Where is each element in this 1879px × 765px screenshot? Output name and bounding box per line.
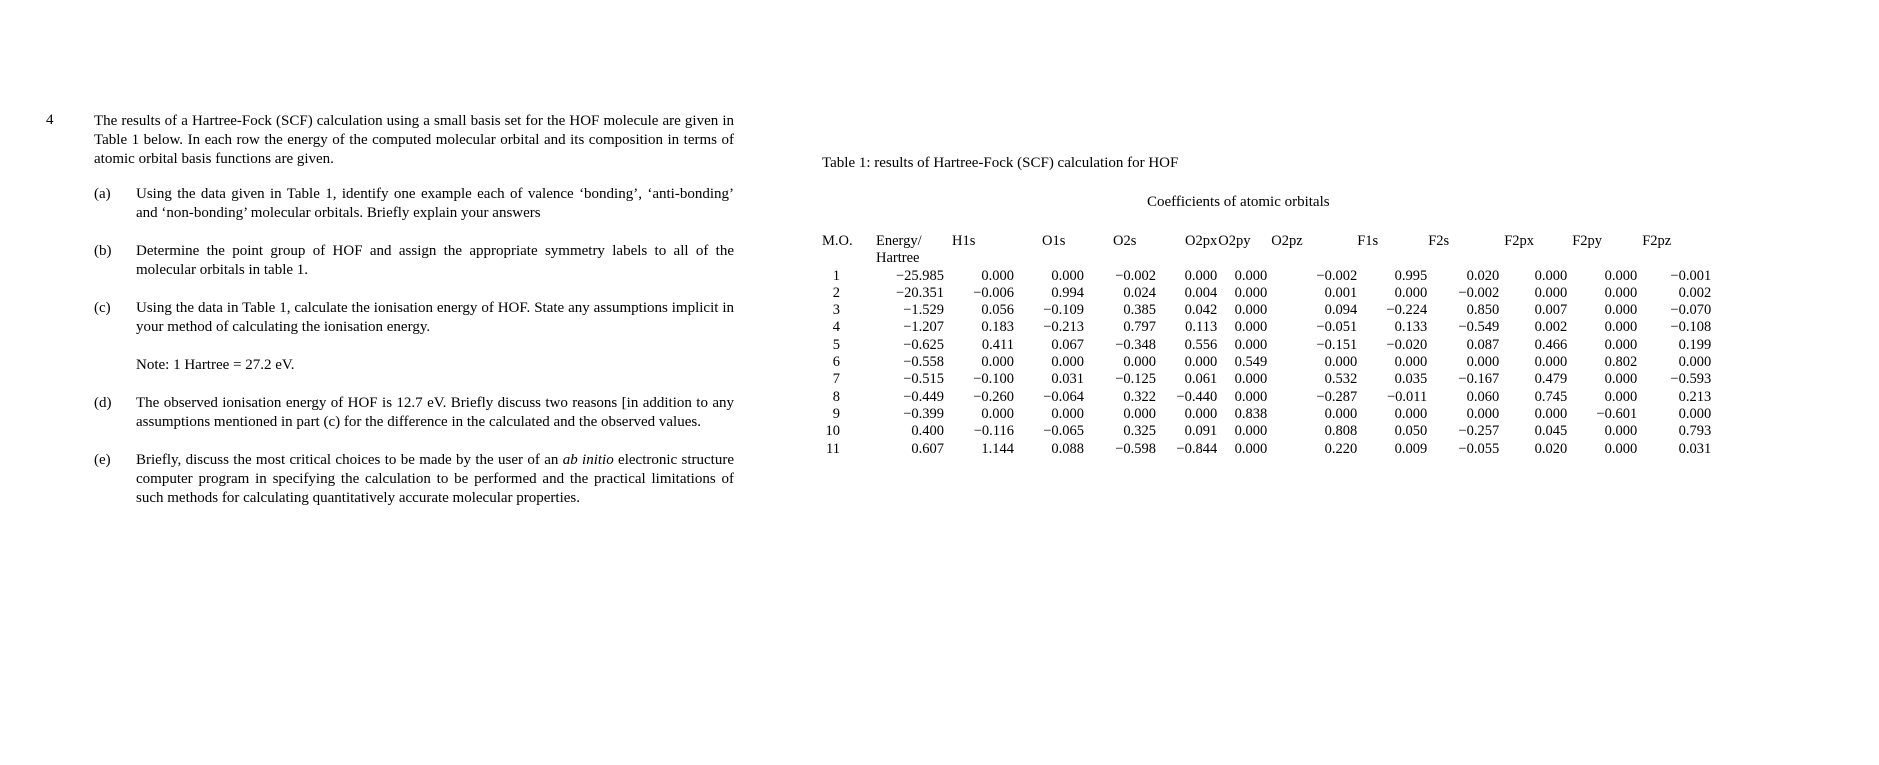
part-label: (d) [94, 395, 112, 411]
cell-f2s: 0.000 [1466, 354, 1500, 371]
cell-o2pz: −0.002 [1316, 267, 1358, 284]
part-e [94, 451, 734, 508]
cell-o2px: −0.844 [1176, 440, 1218, 457]
table-row [822, 354, 1711, 371]
cell-f2px: 0.045 [1534, 423, 1568, 440]
part-text: Determine the point group of HOF and assign the appropriate symmetry labels to all of the molecular orbitals in table 1. [136, 243, 734, 278]
cell-o2py: 0.000 [1234, 319, 1268, 336]
cell-energy: −0.625 [903, 336, 944, 353]
cell-f2s: −0.549 [1458, 319, 1500, 336]
cell-mo: 4 [832, 319, 840, 336]
cell-o2px: 0.113 [1185, 319, 1218, 336]
cell-o2pz: −0.287 [1316, 388, 1358, 405]
cell-f2py: 0.000 [1604, 388, 1638, 405]
cell-mo: 1 [832, 267, 840, 284]
cell-mo: 2 [832, 284, 840, 301]
cell-energy: 0.607 [911, 440, 944, 457]
cell-energy: −0.515 [903, 371, 944, 388]
cell-o2s: −0.125 [1115, 371, 1156, 388]
part-label: (c) [94, 300, 111, 316]
cell-f2py: −0.601 [1596, 405, 1638, 422]
cell-mo: 7 [832, 371, 840, 388]
part-text [136, 451, 734, 508]
cell-o1s: −0.109 [1043, 302, 1084, 319]
part-label: (e) [94, 452, 111, 468]
cell-f1s: 0.995 [1394, 267, 1428, 284]
cell-o2px: −0.440 [1176, 388, 1218, 405]
header-energy [862, 233, 944, 268]
cell-o2pz: 0.000 [1324, 405, 1358, 422]
cell-energy: 0.400 [911, 423, 944, 440]
cell-h1s: 1.144 [981, 440, 1014, 457]
cell-h1s: −0.116 [973, 423, 1014, 440]
part-label: (b) [94, 243, 112, 259]
cell-o1s: 0.000 [1051, 405, 1084, 422]
cell-f2s: 0.060 [1466, 388, 1500, 405]
cell-o2py: 0.000 [1234, 388, 1268, 405]
cell-o1s: 0.000 [1051, 267, 1084, 284]
cell-f2s: −0.257 [1458, 423, 1500, 440]
header-o2px: O2px [1185, 233, 1218, 249]
part-text: Using the data in Table 1, calculate the ionisation energy of HOF. State any assumptions implicit in your method of calculating the ionisation energy. [136, 300, 734, 335]
cell-o2pz: −0.051 [1316, 319, 1358, 336]
cell-mo: 5 [832, 336, 840, 353]
cell-mo: 11 [826, 440, 840, 457]
part-label: (a) [94, 186, 111, 202]
cell-f2py: 0.000 [1604, 319, 1638, 336]
cell-o2pz: 0.532 [1324, 371, 1358, 388]
cell-f2s: 0.020 [1466, 267, 1500, 284]
cell-o2py: 0.000 [1234, 371, 1268, 388]
part-c [94, 299, 734, 337]
cell-o1s: −0.213 [1043, 319, 1084, 336]
cell-o2s: 0.000 [1123, 405, 1156, 422]
table-row [822, 406, 1711, 423]
cell-o2py: 0.838 [1234, 405, 1268, 422]
cell-h1s: −0.260 [973, 388, 1014, 405]
cell-o2px: 0.004 [1184, 284, 1218, 301]
cell-f2s: −0.167 [1458, 371, 1500, 388]
cell-f2s: 0.000 [1466, 405, 1500, 422]
table-body [822, 268, 1711, 458]
cell-f1s: 0.000 [1394, 354, 1428, 371]
cell-o2pz: 0.808 [1324, 423, 1358, 440]
cell-f2pz: 0.031 [1678, 440, 1712, 457]
cell-f2py: 0.000 [1604, 336, 1638, 353]
header-o1s: O1s [1042, 233, 1066, 249]
cell-f2py: 0.000 [1604, 423, 1638, 440]
cell-o2s: 0.325 [1123, 423, 1156, 440]
cell-f1s: 0.133 [1394, 319, 1428, 336]
cell-mo: 6 [832, 354, 840, 371]
cell-mo: 10 [825, 423, 840, 440]
cell-f2py: 0.000 [1604, 302, 1638, 319]
table-row [822, 302, 1711, 319]
cell-o2py: 0.549 [1234, 354, 1268, 371]
cell-f2px: 0.007 [1534, 302, 1568, 319]
cell-h1s: −0.006 [973, 284, 1014, 301]
part-b [94, 242, 734, 280]
header-o2pz: O2pz [1271, 233, 1303, 249]
cell-o1s: 0.994 [1051, 284, 1084, 301]
cell-f2pz: 0.000 [1678, 405, 1712, 422]
cell-o2py: 0.000 [1234, 423, 1268, 440]
cell-f2pz: −0.108 [1670, 319, 1712, 336]
cell-energy: −25.985 [895, 267, 944, 284]
cell-energy: −1.529 [903, 302, 944, 319]
cell-f2py: 0.802 [1604, 354, 1638, 371]
cell-f2px: 0.000 [1534, 267, 1568, 284]
cell-f2py: 0.000 [1604, 371, 1638, 388]
cell-o1s: 0.067 [1051, 336, 1084, 353]
cell-f2px: 0.002 [1534, 319, 1568, 336]
cell-o2px: 0.042 [1184, 302, 1218, 319]
cell-f1s: 0.035 [1394, 371, 1428, 388]
cell-o2s: −0.348 [1115, 336, 1156, 353]
table-row [822, 285, 1711, 302]
part-d [94, 394, 734, 432]
cell-f2pz: 0.000 [1678, 354, 1712, 371]
cell-f1s: 0.000 [1394, 405, 1428, 422]
cell-o1s: 0.031 [1051, 371, 1084, 388]
table-title: Table 1: results of Hartree-Fock (SCF) calculation for HOF [822, 155, 1179, 171]
cell-h1s: −0.100 [973, 371, 1014, 388]
cell-o1s: 0.088 [1051, 440, 1084, 457]
table-row [822, 268, 1711, 285]
cell-o2s: 0.024 [1123, 284, 1156, 301]
header-f2pz: F2pz [1642, 233, 1672, 249]
table-row [822, 319, 1711, 336]
cell-f2pz: 0.002 [1678, 284, 1712, 301]
question-body [94, 112, 734, 527]
cell-f2py: 0.000 [1604, 284, 1638, 301]
table-row [822, 423, 1711, 440]
part-a [94, 185, 734, 223]
cell-energy: −0.399 [903, 405, 944, 422]
cell-h1s: 0.056 [981, 302, 1014, 319]
cell-o2pz: −0.151 [1316, 336, 1358, 353]
header-mo: M.O. [822, 233, 853, 249]
cell-f2px: 0.000 [1534, 405, 1568, 422]
cell-f2s: −0.055 [1458, 440, 1500, 457]
part-text: The observed ionisation energy of HOF is 12.7 eV. Briefly discuss two reasons [in addition to any assumptions mentioned in part (c) for the difference in the calculated and the observed values. [136, 395, 734, 430]
cell-h1s: 0.000 [981, 267, 1014, 284]
note: Note: 1 Hartree = 27.2 eV. [136, 357, 295, 373]
cell-mo: 8 [832, 388, 840, 405]
header-f1s: F1s [1357, 233, 1379, 249]
cell-f1s: −0.020 [1386, 336, 1428, 353]
cell-f2px: 0.466 [1534, 336, 1568, 353]
header-f2py: F2py [1572, 233, 1603, 249]
table-row [822, 371, 1711, 388]
cell-f1s: −0.224 [1386, 302, 1428, 319]
cell-o2px: 0.000 [1184, 405, 1218, 422]
cell-o2py: 0.000 [1234, 336, 1268, 353]
cell-o2pz: 0.001 [1324, 284, 1358, 301]
cell-energy: −20.351 [895, 284, 944, 301]
header-o2py: O2py [1218, 233, 1251, 249]
cell-f2px: 0.479 [1534, 371, 1568, 388]
cell-f2pz: −0.001 [1670, 267, 1712, 284]
part-text-italic: ab initio [562, 452, 614, 468]
cell-energy: −0.449 [903, 388, 944, 405]
cell-energy: −1.207 [903, 319, 944, 336]
header-o2s: O2s [1113, 233, 1137, 249]
part-text: Using the data given in Table 1, identify one example each of valence ‘bonding’, ‘anti-bonding’ and ‘non-bonding’ molecular orbitals. Briefly explain your answers [136, 186, 734, 221]
cell-o2px: 0.061 [1184, 371, 1218, 388]
question-number: 4 [46, 112, 54, 128]
cell-f2pz: −0.593 [1670, 371, 1712, 388]
cell-o2s: 0.797 [1123, 319, 1156, 336]
cell-h1s: 0.183 [981, 319, 1014, 336]
cell-o2px: 0.091 [1184, 423, 1218, 440]
table-row [822, 337, 1711, 354]
cell-f1s: 0.009 [1394, 440, 1428, 457]
cell-o2s: 0.385 [1123, 302, 1156, 319]
cell-f2s: 0.850 [1466, 302, 1500, 319]
cell-mo: 9 [832, 405, 840, 422]
table-row [822, 441, 1711, 458]
header-energy-unit: Hartree [876, 250, 920, 267]
cell-f1s: 0.000 [1394, 284, 1428, 301]
cell-f2pz: −0.070 [1670, 302, 1712, 319]
cell-f2pz: 0.793 [1678, 423, 1712, 440]
cell-f1s: −0.011 [1386, 388, 1428, 405]
cell-h1s: 0.000 [981, 405, 1014, 422]
cell-f2px: 0.000 [1534, 284, 1568, 301]
cell-o2s: 0.322 [1123, 388, 1156, 405]
cell-f1s: 0.050 [1394, 423, 1428, 440]
cell-o2pz: 0.000 [1324, 354, 1358, 371]
header-f2s: F2s [1428, 233, 1450, 249]
cell-h1s: 0.411 [981, 336, 1014, 353]
cell-o2px: 0.000 [1184, 354, 1218, 371]
cell-o2pz: 0.220 [1324, 440, 1358, 457]
cell-o1s: −0.064 [1043, 388, 1084, 405]
cell-o2py: 0.000 [1234, 284, 1268, 301]
cell-f2pz: 0.213 [1678, 388, 1712, 405]
cell-o2py: 0.000 [1234, 302, 1268, 319]
cell-f2py: 0.000 [1604, 440, 1638, 457]
header-f2px: F2px [1504, 233, 1535, 249]
cell-f2px: 0.000 [1534, 354, 1568, 371]
cell-o2py: 0.000 [1234, 267, 1268, 284]
cell-mo: 3 [832, 302, 840, 319]
table-row [822, 389, 1711, 406]
cell-f2s: 0.087 [1466, 336, 1500, 353]
cell-f2py: 0.000 [1604, 267, 1638, 284]
part-text-after: electronic structure computer program in specifying the calculation to be performed and the practical limitations of such methods for calculating quantitatively accurate molecular properties. [136, 452, 734, 506]
cell-o2s: −0.002 [1115, 267, 1156, 284]
cell-f2s: −0.002 [1458, 284, 1500, 301]
cell-o1s: −0.065 [1043, 423, 1084, 440]
header-h1s: H1s [952, 233, 976, 249]
table-header-row [822, 233, 1711, 268]
cell-o2py: 0.000 [1234, 440, 1268, 457]
cell-energy: −0.558 [903, 354, 944, 371]
cell-f2pz: 0.199 [1678, 336, 1712, 353]
cell-o1s: 0.000 [1051, 354, 1084, 371]
cell-o2s: −0.598 [1115, 440, 1156, 457]
question-intro: The results of a Hartree-Fock (SCF) calculation using a small basis set for the HOF molecule are given in Table 1 below. In each row the energy of the computed molecular orbital and its composition in terms of atomic orbital basis functions are given. [94, 113, 734, 167]
cell-o2pz: 0.094 [1324, 302, 1358, 319]
header-energy-label: Energy/ [876, 233, 922, 249]
part-text-before: Briefly, discuss the most critical choices to be made by the user of an [136, 452, 563, 468]
cell-f2px: 0.745 [1534, 388, 1568, 405]
cell-o2px: 0.556 [1184, 336, 1218, 353]
results-table [822, 233, 1711, 458]
cell-o2s: 0.000 [1123, 354, 1156, 371]
cell-o2px: 0.000 [1184, 267, 1218, 284]
coefficients-title: Coefficients of atomic orbitals [1147, 194, 1330, 210]
cell-f2px: 0.020 [1534, 440, 1568, 457]
cell-h1s: 0.000 [981, 354, 1014, 371]
